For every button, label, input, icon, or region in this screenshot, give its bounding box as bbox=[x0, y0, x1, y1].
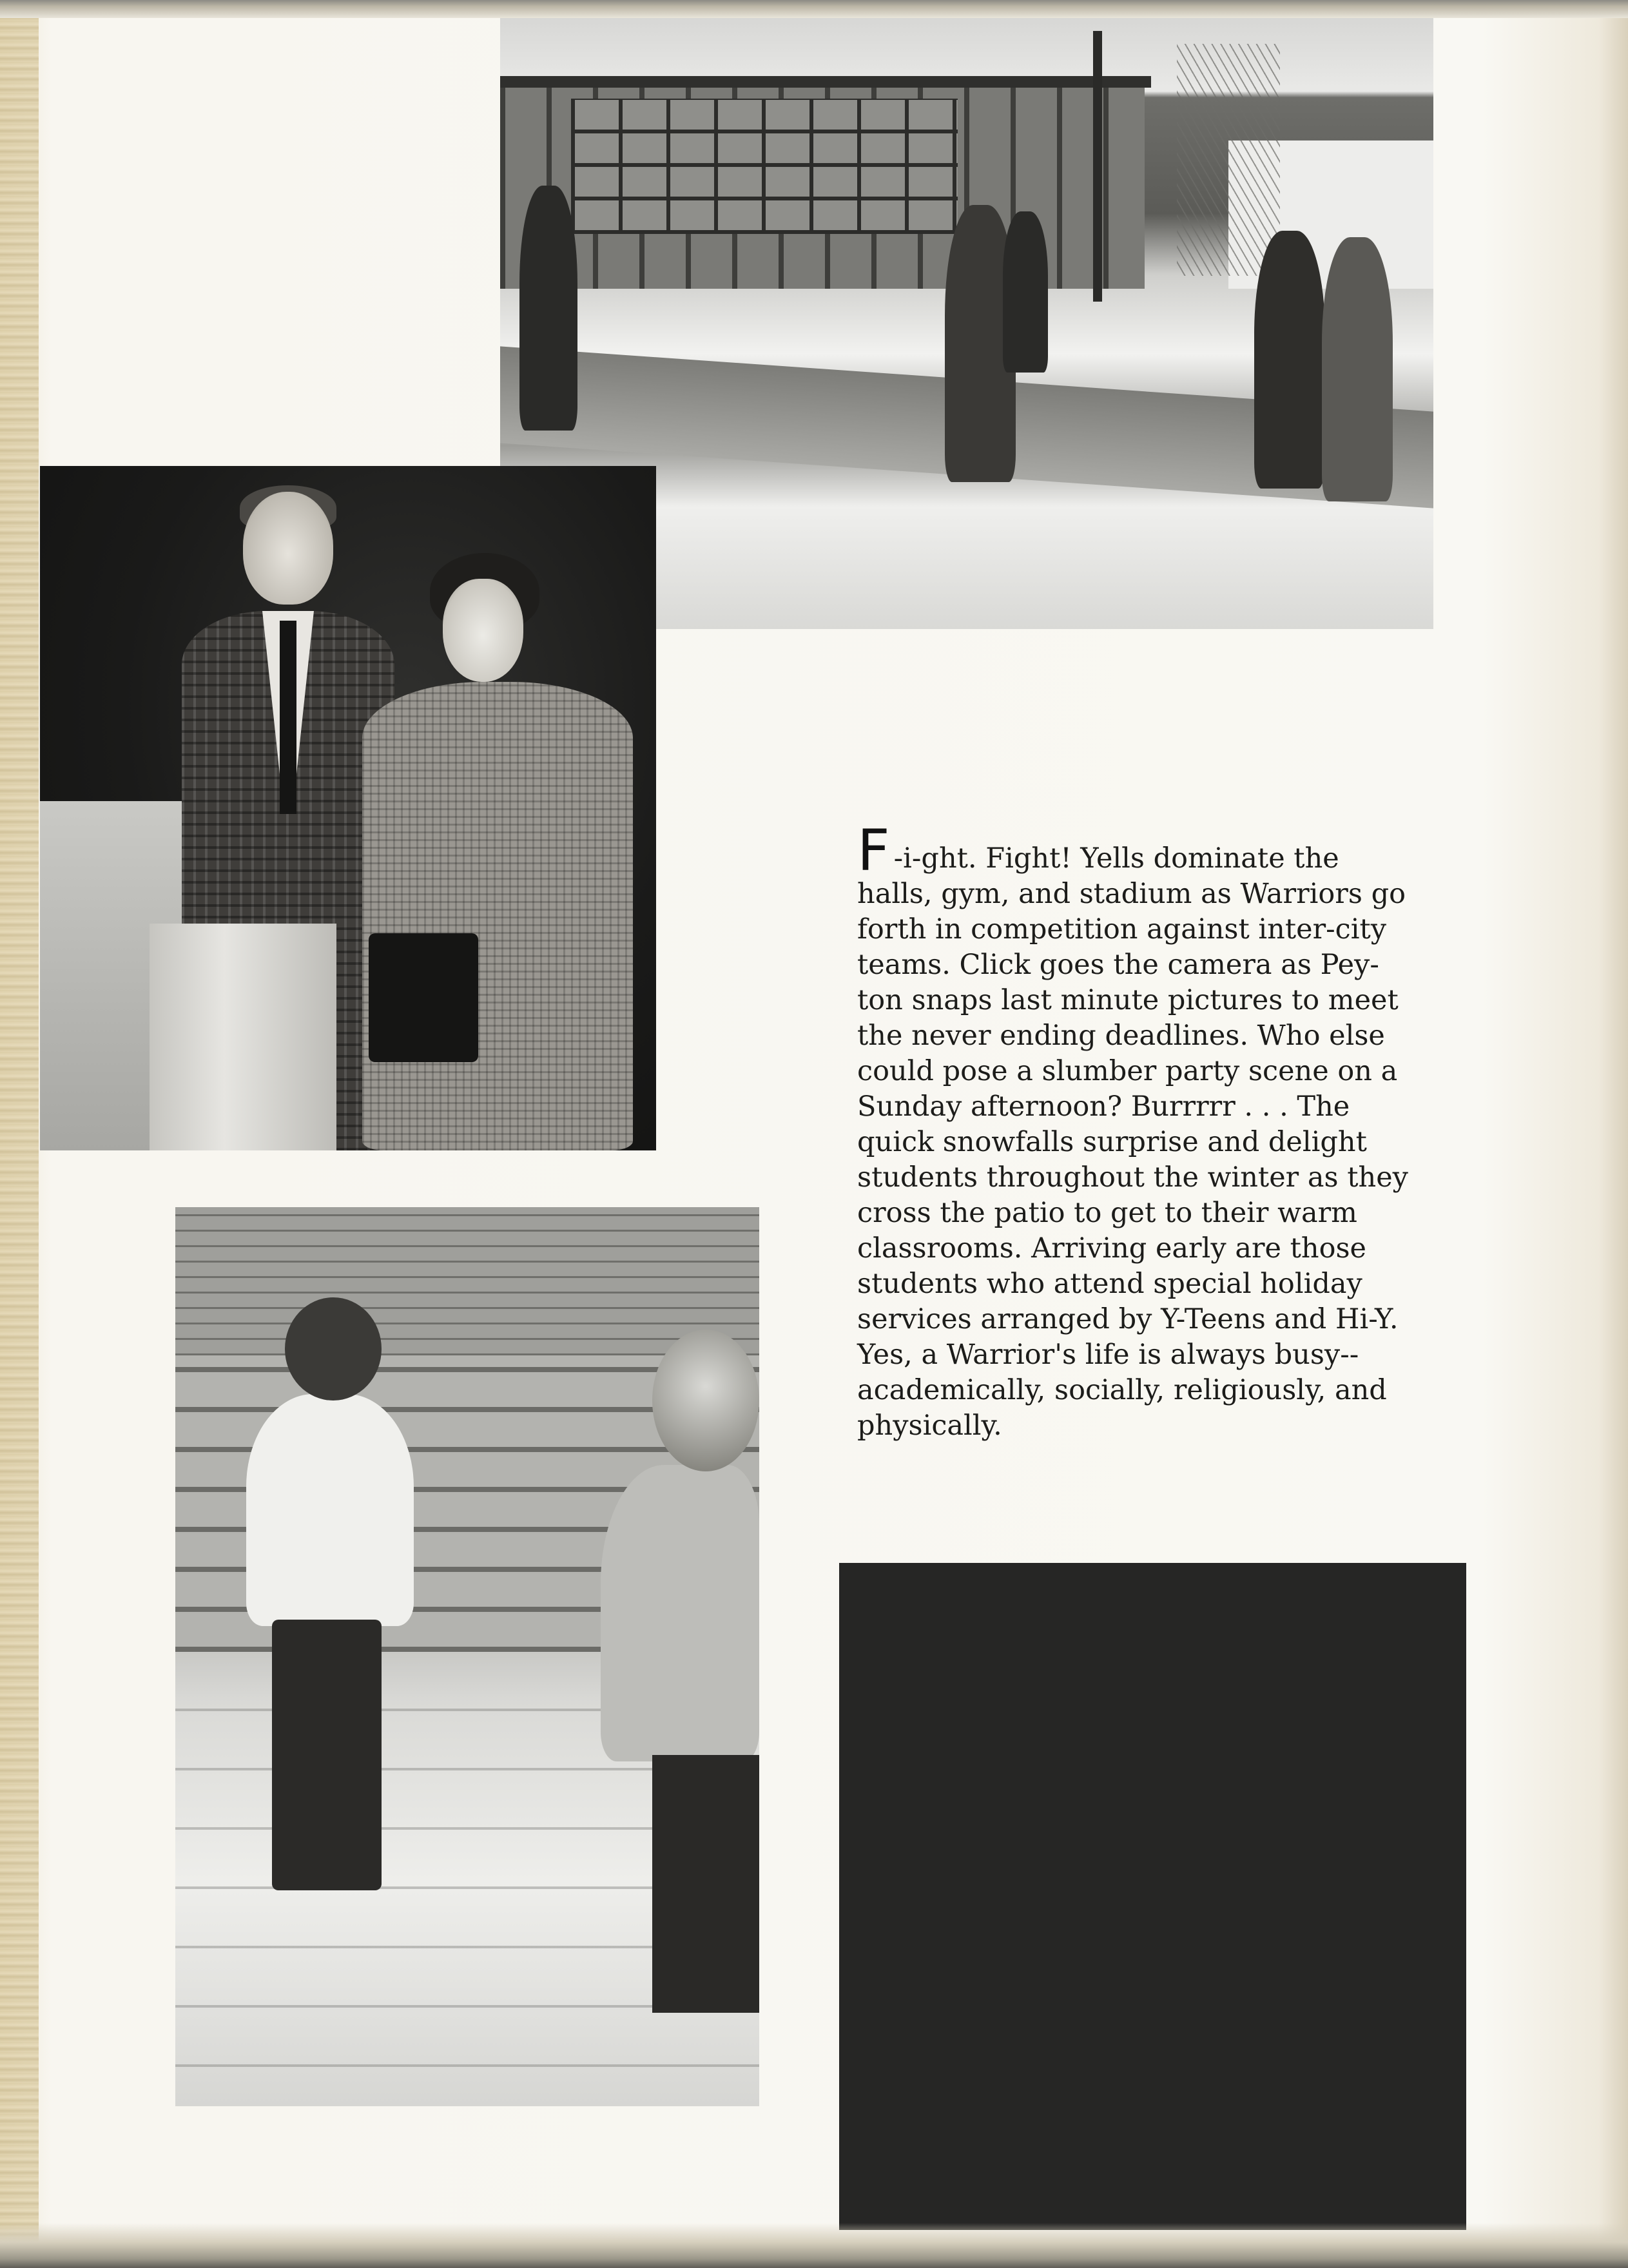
lamp-pole bbox=[1093, 31, 1102, 302]
photo-gym-slumber-party bbox=[175, 1207, 759, 2106]
paragraph-line: cross the patio to get to their warm bbox=[857, 1197, 1357, 1229]
student-girl-right-1 bbox=[1254, 231, 1325, 489]
girl-foreground-right bbox=[588, 1330, 759, 2106]
paragraph-line: teams. Click goes the camera as Pey- bbox=[857, 949, 1379, 981]
curly-hair bbox=[652, 1330, 759, 1471]
page-binding-edge bbox=[0, 0, 39, 2268]
paragraph-line: the never ending deadlines. Who else bbox=[857, 1020, 1385, 1052]
dark-pants bbox=[272, 1620, 382, 1890]
photo-couple-portrait bbox=[40, 466, 656, 1150]
girl-white-sweater bbox=[246, 1297, 414, 1942]
student-background-center bbox=[1003, 211, 1048, 373]
paragraph-line: students throughout the winter as they bbox=[857, 1161, 1408, 1194]
paragraph-line-1: F -i-ght. Fight! Yells dominate the bbox=[857, 817, 1339, 884]
student-girl-right-2 bbox=[1322, 237, 1393, 501]
page-bottom-edge bbox=[0, 2223, 1628, 2268]
podium bbox=[150, 924, 336, 1150]
paragraph-line: Yes, a Warrior's life is always busy-- bbox=[857, 1339, 1359, 1371]
tweed-coat bbox=[362, 682, 633, 1150]
building-windows bbox=[571, 99, 958, 234]
dark-capris bbox=[652, 1755, 759, 2013]
bare-tree bbox=[1177, 44, 1280, 276]
paragraph-line: halls, gym, and stadium as Warriors go bbox=[857, 878, 1406, 910]
dark-tie bbox=[280, 621, 296, 814]
building-roofline bbox=[500, 76, 1151, 88]
girl-hair bbox=[285, 1297, 382, 1401]
paragraph-line: academically, socially, religiously, and bbox=[857, 1374, 1387, 1406]
paragraph-line: could pose a slumber party scene on a bbox=[857, 1055, 1398, 1087]
paragraph-line: services arranged by Y-Teens and Hi-Y. bbox=[857, 1303, 1399, 1335]
caption-paragraph bbox=[857, 817, 1515, 1444]
photo-dark-placeholder bbox=[839, 1563, 1466, 2230]
paragraph-line: quick snowfalls surprise and delight bbox=[857, 1126, 1367, 1158]
white-sweater bbox=[246, 1394, 414, 1626]
paragraph-line: students who attend special holiday bbox=[857, 1268, 1362, 1300]
paragraph-line: physically. bbox=[857, 1410, 1002, 1442]
paragraph-line: Sunday afternoon? Burrrrr . . . The bbox=[857, 1090, 1350, 1123]
woman-face bbox=[443, 579, 523, 682]
page-top-edge bbox=[0, 0, 1628, 18]
handbag bbox=[369, 933, 478, 1062]
young-woman bbox=[362, 553, 633, 1150]
drop-cap: F bbox=[857, 817, 890, 884]
paragraph-line: classrooms. Arriving early are those bbox=[857, 1232, 1366, 1265]
paragraph-line: forth in competition against inter-city bbox=[857, 913, 1387, 945]
student-walking-left bbox=[519, 186, 577, 431]
paragraph-line: ton snaps last minute pictures to meet bbox=[857, 984, 1399, 1016]
light-blouse bbox=[601, 1465, 759, 1761]
man-face bbox=[243, 492, 333, 605]
